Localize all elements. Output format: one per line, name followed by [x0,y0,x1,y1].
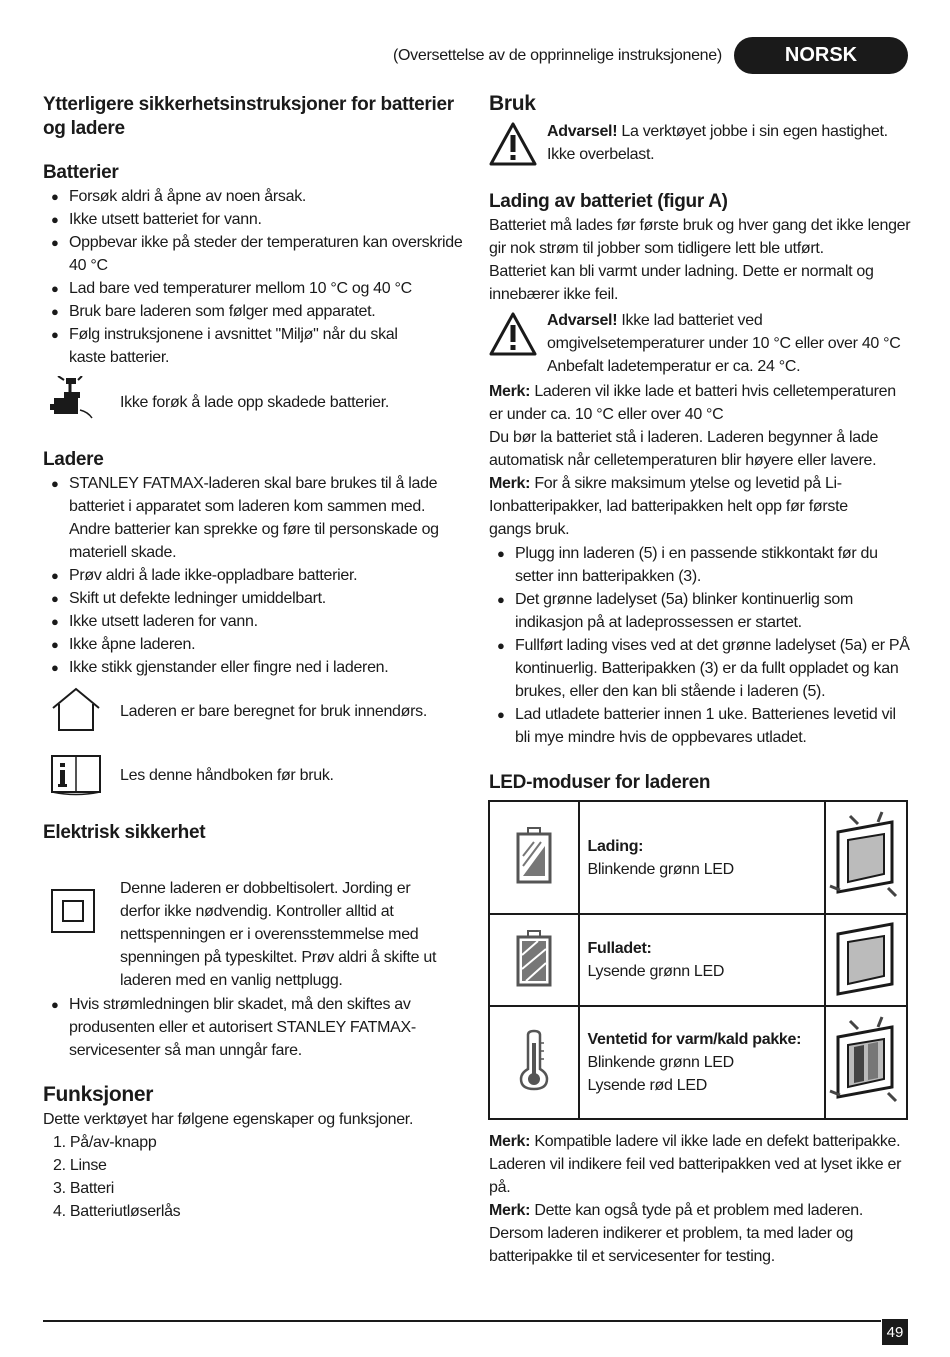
funksjoner-list [43,1131,180,1223]
led-blinking-icon [825,801,907,914]
list-item: ● Følg instruksjonene i avsnittet "Miljø" når du skal kaste batterier. [43,323,399,369]
list-item: ● Ikke utsett batteriet for vann. [43,208,468,231]
list-item: ● Bruk bare laderen som følger med apparatet. [43,300,468,323]
list-item: ● Lad bare ved temperaturer mellom 10 °C og 40 °C [43,277,468,300]
bruk-heading: Bruk [489,92,536,115]
list-item: ● Ikke utsett laderen for vann. [43,610,448,633]
lading-warning [547,309,915,378]
lading-p3: Du bør la batteriet stå i laderen. Laderen begynner å lade automatisk når celletemperaturen blir høyere eller lavere. [489,429,879,469]
list-item: 1. På/av-knapp [53,1134,157,1151]
manual-text: Les denne håndboken før bruk. [120,767,334,784]
list-item: 3. Batteri [53,1180,115,1197]
lading-p1: Batteriet må lades før første bruk og hver gang det ikke lenger gir nok strøm til jobber som tidligere lett ble utført. [489,217,911,257]
led-mode-line: Blinkende grønn LED [587,1054,734,1071]
led-table [488,800,908,1120]
funksjoner-heading: Funksjoner [43,1083,154,1106]
lading-p2: Batteriet kan bli varmt under ladning. Dette er normalt og innebærer ikke feil. [489,263,874,303]
double-insulation-icon [50,888,96,939]
note-text: For å sikre maksimum ytelse og levetid på Li-Ionbatteripakker, lad batteripakken helt opp før første gangs bruk. [489,475,848,538]
ladere-list [43,472,448,679]
funksjoner-intro: Dette verktøyet har følgene egenskaper og funksjoner. [43,1111,414,1128]
read-manual-icon [50,753,102,802]
elektrisk-heading: Elektrisk sikkerhet [43,822,206,843]
note-label: Merk: [489,1202,531,1219]
led-mode-title: Ventetid for varm/kald pakke: [587,1031,802,1048]
list-item: ● Hvis strømledningen blir skadet, må den skiftes av produsenten eller et autorisert STANLEY FATMAX-servicesenter så man unngår fare. [43,993,423,1062]
note-label: Merk: [489,1133,531,1150]
list-item: ● Oppbevar ikke på steder der temperaturen kan overskride 40 °C [43,231,468,277]
note-label: Merk: [489,475,531,492]
led-mode-title: Lading: [587,837,644,855]
list-item: 2. Linse [53,1157,107,1174]
list-item: ● STANLEY FATMAX-laderen skal bare brukes til å lade batteriet i apparatet som laderen kom sammen med. Andre batterier kan sprekke og føre til personskade og materiell skade. [43,472,448,564]
list-item: ● Forsøk aldri å åpne av noen årsak. [43,185,468,208]
note-text: Laderen vil ikke lade et batteri hvis celletemperaturen er under ca. 10 °C eller over 40 °C [489,383,896,423]
damaged-battery-text: Ikke forøk å lade opp skadede batterier. [120,394,390,411]
list-item: ● Skift ut defekte ledninger umiddelbart. [43,587,448,610]
warning-triangle-icon [488,311,538,362]
section-title: Ytterligere sikkerhetsinstruksjoner for batterier og ladere [43,94,454,139]
list-item: ● Ikke åpne laderen. [43,633,448,656]
table-row [489,1006,907,1119]
lading-note2 [489,472,849,541]
indoor-text: Laderen er bare beregnet for bruk innendørs. [120,703,427,720]
list-item: ● Lad utladete batterier innen 1 uke. Batterienes levetid vil bli mye mindre hvis de oppbevares utladet. [489,703,910,749]
led-mode-cell [579,1006,825,1119]
lading-heading: Lading av batteriet (figur A) [489,191,728,212]
list-item: ● Ikke stikk gjenstander eller fingre ned i laderen. [43,656,448,679]
note-1 [489,1130,909,1199]
led-mode-line: Lysende rød LED [587,1077,707,1094]
led-mode-cell [579,914,825,1006]
led-wait-icon [825,1006,907,1119]
battery-full-icon [489,914,579,1006]
elektrisk-text: Denne laderen er dobbeltisolert. Jording er derfor ikke nødvendig. Kontroller alltid at nettspenningen er i overensstemmelse med spenningen på typeskiltet. Prøv aldri å skifte ut laderen med en vanlig nettplugg. [120,880,437,989]
list-item: ● Prøv aldri å lade ikke-oppladbare batterier. [43,564,448,587]
thermometer-icon [489,1006,579,1119]
lading-list [489,542,914,749]
list-item: ● Det grønne ladelyset (5a) blinker kontinuerlig som indikasjon på at ladeprossessen er startet. [489,588,875,634]
warning-text: Ikke lad batteriet ved omgivelsetemperaturer under 10 °C eller over 40 °C Anbefalt ladetemperatur er ca. 24 °C. [547,312,901,375]
note-text: Dette kan også tyde på et problem med laderen. Dersom laderen indikerer et problem, ta med lader og batteripakke til et servicesenter for testing. [489,1202,863,1265]
page-number: 49 [882,1319,908,1345]
led-mode-title: Fulladet: [587,940,652,957]
warning-text: La verktøyet jobbe i sin egen hastighet. Ikke overbelast. [547,123,888,163]
ladere-heading: Ladere [43,449,104,470]
bruk-warning [547,120,897,166]
table-row [489,801,907,914]
batterier-list [43,185,468,369]
list-item: ● Plugg inn laderen (5) i en passende stikkontakt før du setter inn batteripakken (3). [489,542,885,588]
list-item: ● Fullført lading vises ved at det grønne ladelyset (5a) er PÅ kontinuerlig. Batteripakken (3) er da fullt oppladet og kan brukes, eller den kan bli stående i laderen (5). [489,634,910,703]
led-heading: LED-moduser for laderen [489,772,711,793]
language-badge: NORSK [734,37,908,74]
lading-note1 [489,380,899,426]
led-mode-cell [579,801,825,914]
led-solid-icon [825,914,907,1006]
led-mode-line: Lysende grønn LED [587,963,725,980]
warning-triangle-icon [488,121,538,172]
note-label: Merk: [489,383,531,400]
batterier-heading: Batterier [43,162,119,183]
warning-label: Advarsel! [547,312,618,329]
house-icon [50,686,102,739]
header-subtitle: (Oversettelse av de opprinnelige instruksjonene) [393,47,722,64]
footer-rule [43,1320,881,1322]
note-2 [489,1199,879,1268]
note-text: Kompatible ladere vil ikke lade en defekt batteripakke. Laderen vil indikere feil ved batteripakken ved at lyset ikke er på. [489,1133,902,1196]
list-item: 4. Batteriutløserlås [53,1203,181,1220]
table-row [489,914,907,1006]
led-mode-line: Blinkende grønn LED [587,860,734,878]
damaged-battery-icon [50,376,96,425]
warning-label: Advarsel! [547,123,618,140]
battery-charging-icon [489,801,579,914]
elektrisk-list [43,993,423,1062]
